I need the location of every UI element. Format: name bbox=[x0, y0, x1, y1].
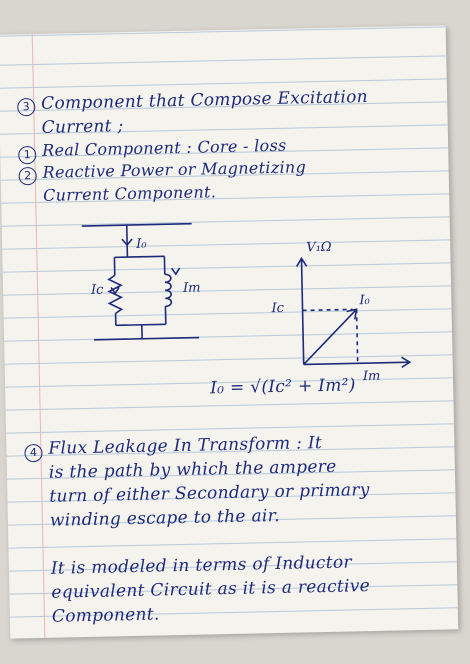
section-3-title-line1: Component that Compose Excitation bbox=[40, 87, 369, 114]
section-3-title-line2: Current ; bbox=[41, 116, 124, 138]
item-1-text: Real Component : Core - loss bbox=[41, 135, 287, 160]
section-4-line4: winding escape to the air. bbox=[49, 505, 281, 531]
section-4-line3: turn of either Secondary or primary bbox=[49, 480, 370, 507]
notebook-page bbox=[0, 25, 458, 638]
section-4-number: 4 bbox=[24, 444, 42, 462]
section-3-number: 3 bbox=[17, 98, 35, 116]
circuit-label-io: I₀ bbox=[135, 236, 147, 252]
phasor-label-ic: Ic bbox=[271, 300, 285, 317]
item-2-line1: Reactive Power or Magnetizing bbox=[42, 157, 307, 182]
excitation-current-equation: I₀ = √(Ic² + Im²) bbox=[209, 375, 356, 399]
phasor-label-im: Im bbox=[362, 368, 381, 385]
section-4-line2: is the path by which the ampere bbox=[48, 456, 337, 483]
circuit-label-im: Im bbox=[182, 280, 201, 296]
item-2-number: 2 bbox=[19, 167, 37, 185]
item-1-number: 1 bbox=[18, 146, 36, 164]
phasor-label-v: V₁Ω bbox=[306, 239, 332, 256]
item-2-line2: Current Component. bbox=[42, 182, 217, 205]
section-4-line1: Flux Leakage In Transform : It bbox=[48, 433, 323, 459]
section-4-line6: equivalent Circuit as it is a reactive bbox=[51, 576, 371, 603]
circuit-label-ic: Ic bbox=[90, 282, 104, 298]
section-4-line7: Component. bbox=[51, 604, 160, 627]
phasor-label-io: I₀ bbox=[359, 293, 370, 309]
section-4-line5: It is modeled in terms of Inductor bbox=[50, 552, 353, 579]
